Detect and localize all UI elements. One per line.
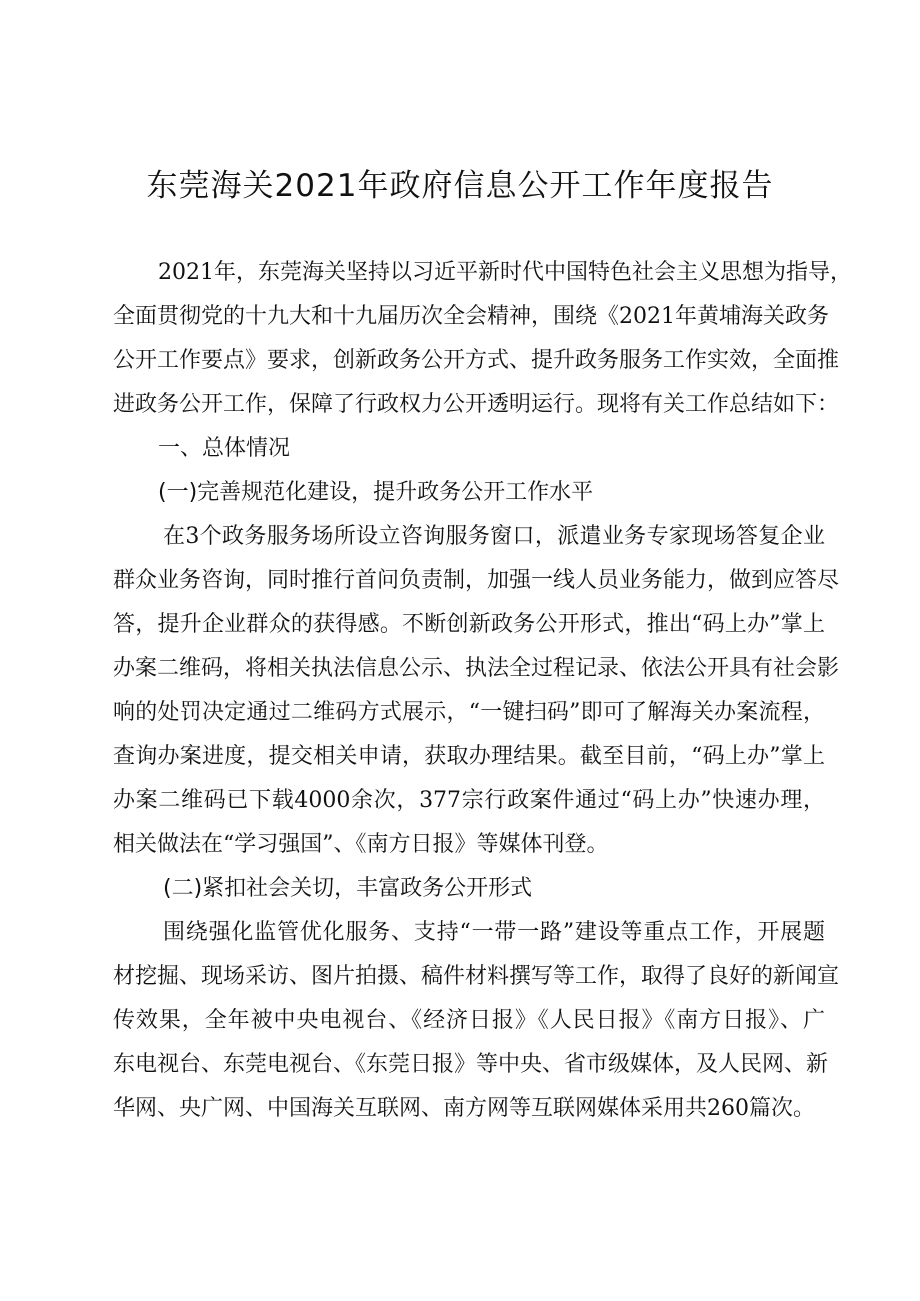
subsection-1-line-3: 答，提升企业群众的获得感。不断创新政务公开形式，推出“码上办”掌上 xyxy=(113,612,825,637)
subsection-heading-2: (二)紧扣社会关切，丰富政务公开形式 xyxy=(163,876,533,901)
intro-line-2: 全面贯彻党的十九大和十九届历次全会精神，围绕《2021年黄埔海关政务 xyxy=(113,304,829,329)
subsection-2-line-2: 材挖掘、现场采访、图片拍摄、稿件材料撰写等工作，取得了良好的新闻宣 xyxy=(113,964,840,989)
intro-line-3: 公开工作要点》要求，创新政务公开方式、提升政务服务工作实效，全面推 xyxy=(113,348,840,373)
subsection-1-line-5: 响的处罚决定通过二维码方式展示，“一键扫码”即可了解海关办案流程， xyxy=(113,700,825,725)
subsection-2-line-1: 围绕强化监管优化服务、支持“一带一路”建设等重点工作，开展题 xyxy=(163,920,825,945)
subsection-1-line-7: 办案二维码已下载4000余次，377宗行政案件通过“码上办”快速办理， xyxy=(113,788,825,813)
subsection-2-line-4: 东电视台、东莞电视台、《东莞日报》等中央、省市级媒体，及人民网、新 xyxy=(113,1052,829,1077)
section-heading-overview: 一、总体情况 xyxy=(158,436,291,461)
intro-line-4: 进政务公开工作，保障了行政权力公开透明运行。现将有关工作总结如下： xyxy=(113,392,840,417)
subsection-1-line-4: 办案二维码，将相关执法信息公示、执法全过程记录、依法公开具有社会影 xyxy=(113,656,840,681)
subsection-1-line-8: 相关做法在“学习强国”、《南方日报》等媒体刊登。 xyxy=(113,832,609,857)
subsection-heading-1: (一)完善规范化建设，提升政务公开工作水平 xyxy=(158,480,594,505)
subsection-2-line-3: 传效果，全年被中央电视台、《经济日报》《人民日报》《南方日报》、广 xyxy=(113,1008,825,1033)
document-title: 东莞海关2021年政府信息公开工作年度报告 xyxy=(146,168,774,204)
intro-line-1: 2021年，东莞海关坚持以习近平新时代中国特色社会主义思想为指导， xyxy=(158,260,852,285)
subsection-2-line-5: 华网、央广网、中国海关互联网、南方网等互联网媒体采用共260篇次。 xyxy=(113,1096,815,1121)
subsection-1-line-6: 查询办案进度，提交相关申请，获取办理结果。截至目前，“码上办”掌上 xyxy=(113,744,825,769)
subsection-1-line-2: 群众业务咨询，同时推行首问负责制，加强一线人员业务能力，做到应答尽 xyxy=(113,568,840,593)
subsection-1-line-1: 在3个政务服务场所设立咨询服务窗口，派遣业务专家现场答复企业 xyxy=(163,524,825,549)
